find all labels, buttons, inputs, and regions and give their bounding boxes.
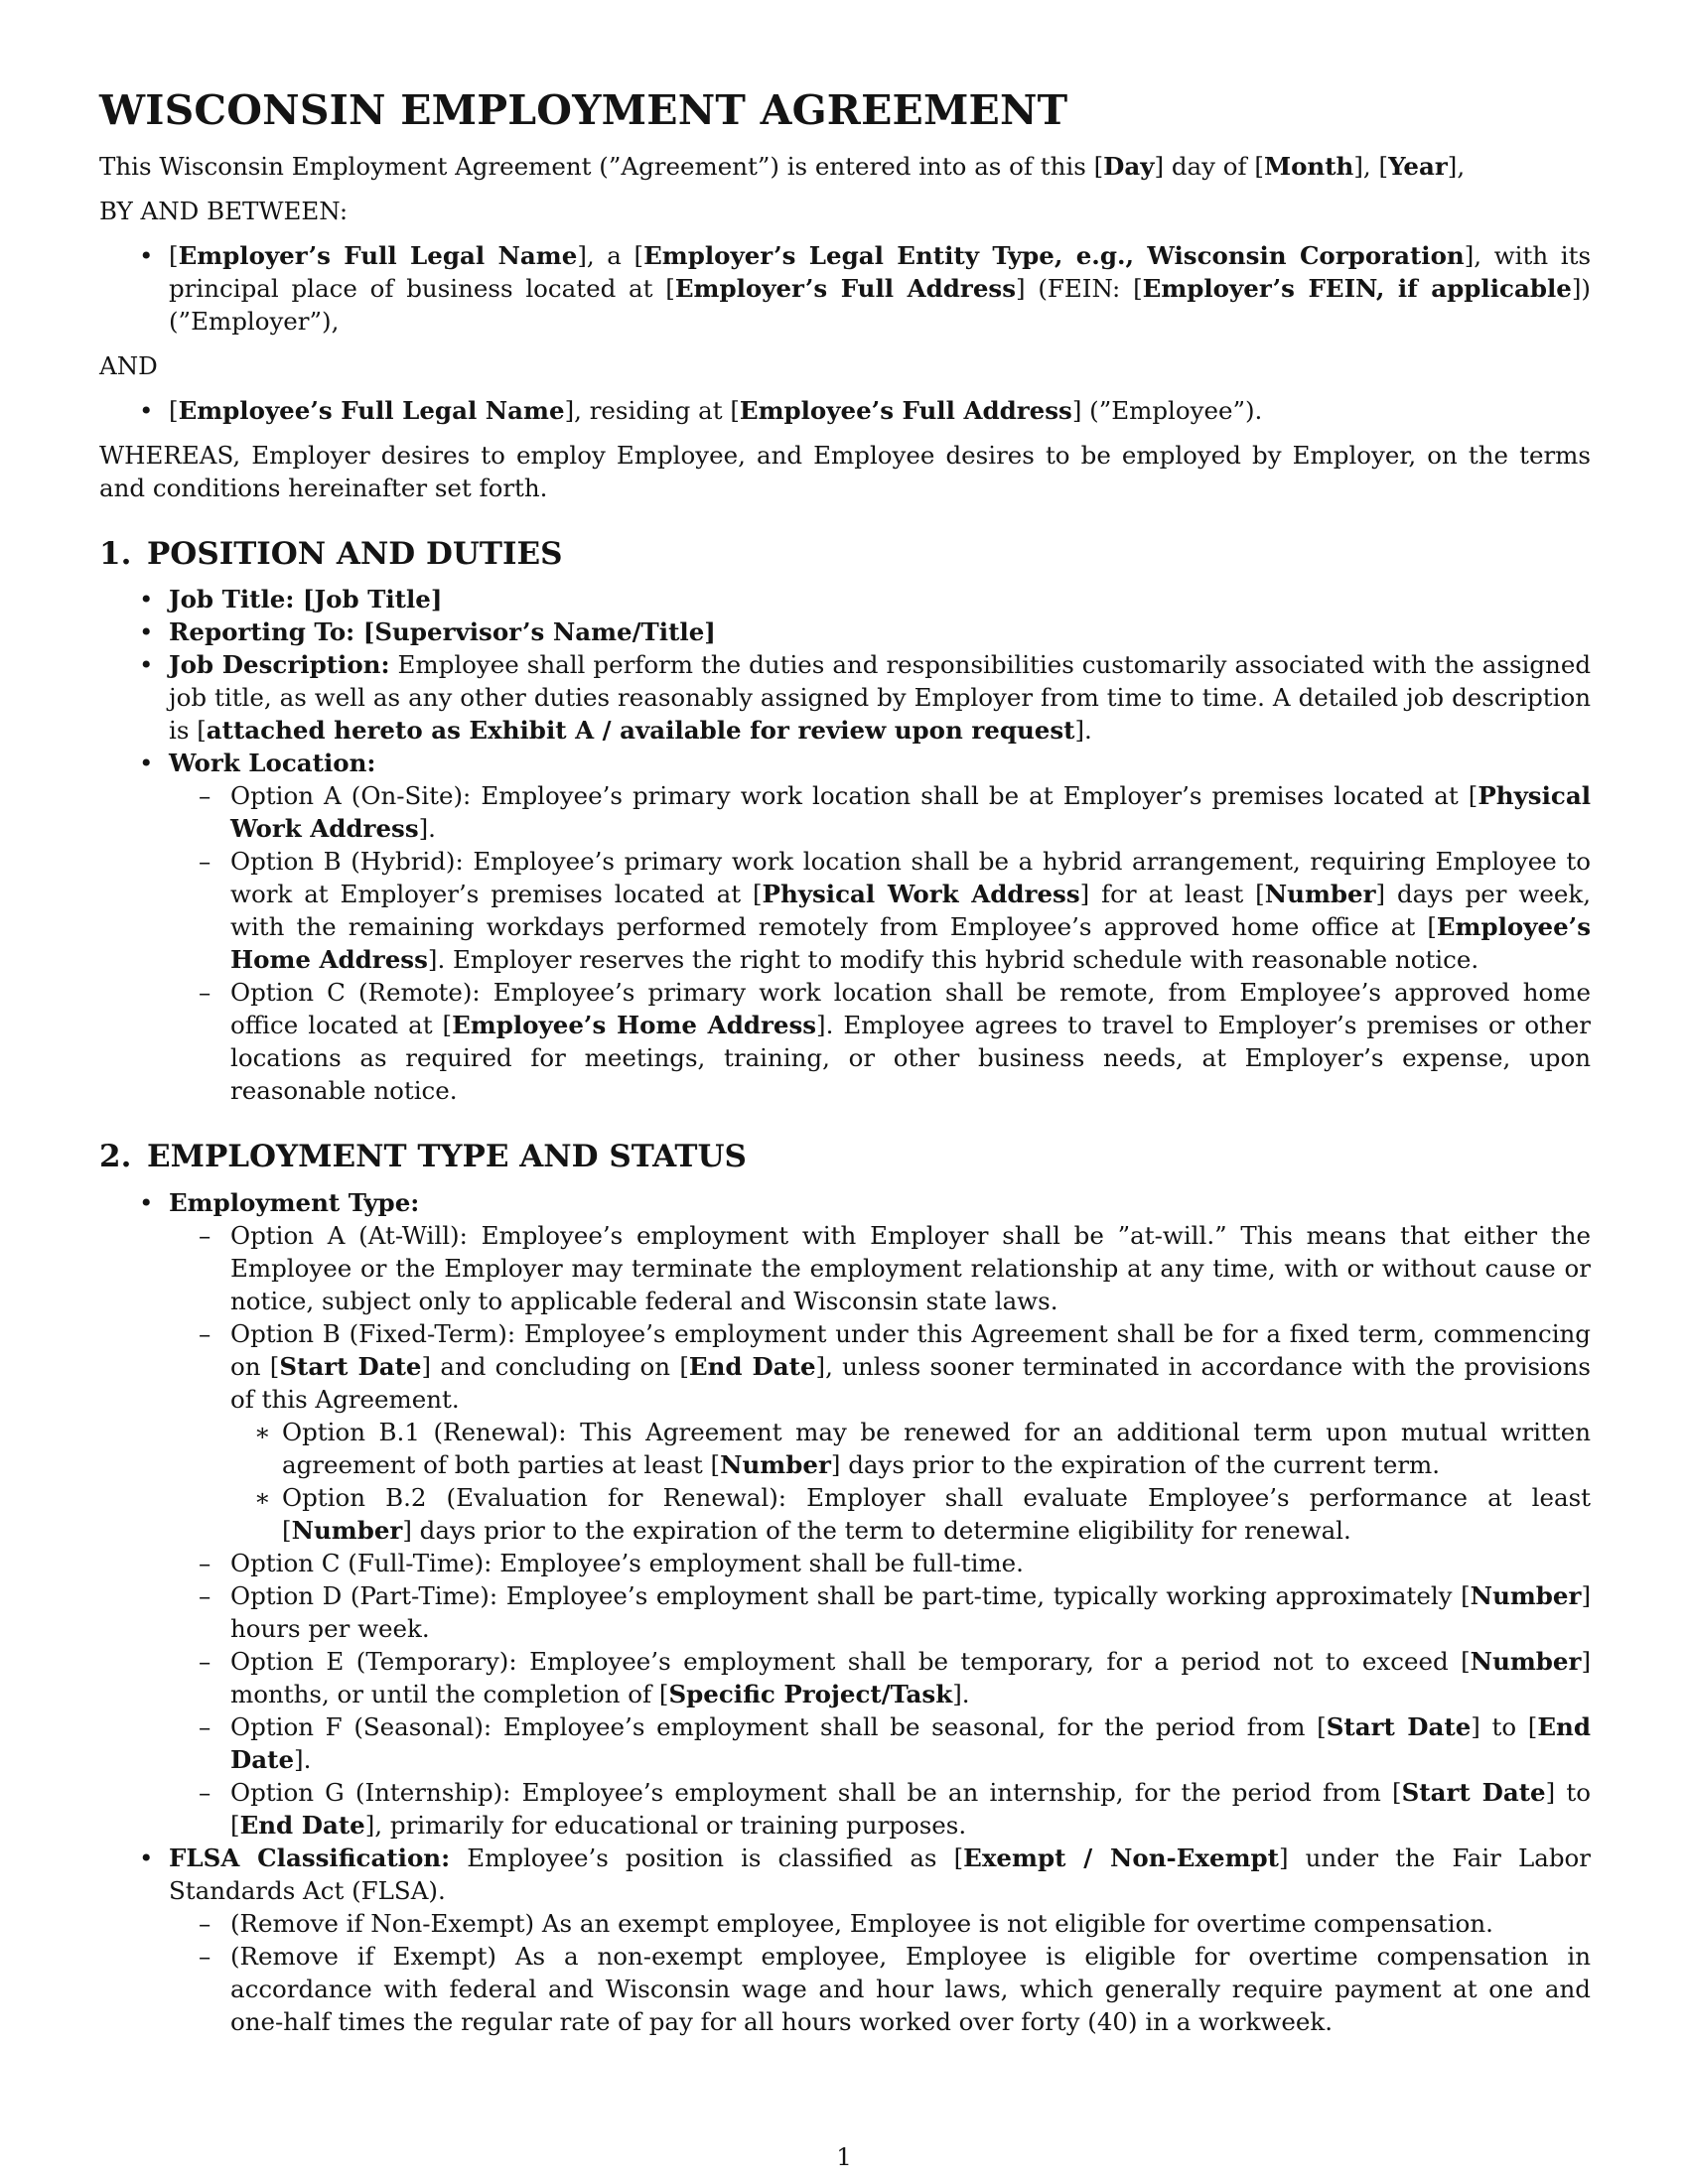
by-and-between: BY AND BETWEEN: [99,197,349,226]
flsa-options [169,1907,1591,2038]
section-1-heading: 1. POSITION AND DUTIES [99,536,563,573]
emp-option-g: – Option G (Internship): Employee’s employment shall be an internship, for the period from [Start Date] to [End Date], primarily for educational or training purposes. [230,1776,1591,1842]
whereas-paragraph: WHEREAS, Employer desires to employ Employee, and Employee desires to be employed by Employer, on the terms and conditions hereinafter set forth. [99,441,1591,503]
employee-name-placeholder: Employee’s Full Legal Name [178,396,565,426]
employer-fein-placeholder: Employer’s FEIN, if applicable [1142,274,1572,304]
section-2-list [99,1186,1591,2038]
employment-type-options [169,1219,1591,1842]
flsa-exempt-clause: – (Remove if Non-Exempt) As an exempt employee, Employee is not eligible for overtime compensation. [230,1907,1591,1940]
employee-party: • [Employee’s Full Legal Name], residing at [Employee’s Full Address] (”Employee”). [169,394,1591,427]
document-page [99,85,1591,2050]
employer-party: • [Employer’s Full Legal Name], a [Employer’s Legal Entity Type, e.g., Wisconsin Corporation], with its principal place of business located at [Employer’s Full Address] (FEIN: [Employer’s FEIN, if applicable]) (”Employer”), [169,239,1591,338]
flsa-nonexempt-clause: – (Remove if Exempt) As a non-exempt employee, Employee is eligible for overtime compensation in accordance with federal and Wisconsin wage and hour laws, which generally require payment at one and one-half times the regular rate of pay for all hours worked over forty (40) in a workweek. [230,1940,1591,2038]
employee-list [99,394,1591,427]
employer-name-placeholder: Employer’s Full Legal Name [178,241,578,271]
emp-option-c: – Option C (Full-Time): Employee’s employment shall be full-time. [230,1547,1591,1579]
emp-option-a: – Option A (At-Will): Employee’s employment with Employer shall be ”at-will.” This means that either the Employee or the Employer may terminate the employment relationship at any time, with or without cause or notice, subject only to applicable federal and Wisconsin state laws. [230,1219,1591,1317]
flsa-classification-item: • FLSA Classification: Employee’s position is classified as [Exempt / Non-Exempt] under the Fair Labor Standards Act (FLSA). – (Remove if Non-Exempt) As an exempt employee, Employee is not eligible for overtime compensation. – (Remove if Exempt) As a non-exempt employee, Employee is eligible for overtime compensation in accordance with federal and Wisconsin wage and hour laws, which generally require payment at one and one-half times the regular rate of pay for all hours worked over forty (40) in a workweek. [169,1842,1591,2038]
employer-address-placeholder: Employer’s Full Address [674,274,1016,304]
employer-entity-placeholder: Employer’s Legal Entity Type, e.g., Wisconsin Corporation [643,241,1465,271]
employee-address-placeholder: Employee’s Full Address [739,396,1072,426]
work-location-options [169,779,1591,1107]
work-option-c: – Option C (Remote): Employee’s primary work location shall be remote, from Employee’s approved home office located at [Employee’s Home Address]. Employee agrees to travel to Employer’s premises or other locations as required for meetings, training, or other business needs, at Employer’s expense, upon reasonable notice. [230,976,1591,1107]
page-number: 1 [836,2142,852,2171]
employer-list [99,239,1591,338]
section-2-heading: 2. EMPLOYMENT TYPE AND STATUS [99,1139,747,1175]
work-option-b: – Option B (Hybrid): Employee’s primary work location shall be a hybrid arrangement, requiring Employee to work at Employer’s premises located at [Physical Work Address] for at least [Number] days per week, with the remaining workdays performed remotely from Employee’s approved home office at [Employee’s Home Address]. Employer reserves the right to modify this hybrid schedule with reasonable notice. [230,845,1591,976]
emp-option-e: – Option E (Temporary): Employee’s employment shall be temporary, for a period not to exceed [Number] months, or until the completion of [Specific Project/Task]. [230,1645,1591,1710]
emp-option-d: – Option D (Part-Time): Employee’s employment shall be part-time, typically working approximately [Number] hours per week. [230,1579,1591,1645]
job-title-item: • Job Title: [Job Title] [169,583,1591,615]
emp-option-b1: ∗ Option B.1 (Renewal): This Agreement may be renewed for an additional term upon mutual written agreement of both parties at least [Number] days prior to the expiration of the current term. [282,1416,1591,1481]
month-placeholder: Month [1263,152,1354,182]
and-text: AND [99,351,158,381]
section-1-list [99,583,1591,1107]
emp-option-b2: ∗ Option B.2 (Evaluation for Renewal): Employer shall evaluate Employee’s performance at least [Number] days prior to the expiration of the term to determine eligibility for renewal. [282,1481,1591,1547]
work-option-a: – Option A (On-Site): Employee’s primary work location shall be at Employer’s premises located at [Physical Work Address]. [230,779,1591,845]
year-placeholder: Year [1388,152,1448,182]
day-placeholder: Day [1103,152,1155,182]
employment-type-item: • Employment Type: – Option A (At-Will): Employee’s employment with Employer shall be ”at-will.” This means that either the Employee or the Employer may terminate the employment relationship at any time, with or without cause or notice, subject only to applicable federal and Wisconsin state laws. – Option B (Fixed-Term): Employee’s employment under this Agreement shall be for a fixed term, commencing on [Start Date] and concluding on [End Date], unless sooner terminated in accordance with the provisions of this Agreement. ∗ Option B.1 (Renewal): This Agreement may be renewed for an additional term upon mutual written agreement of both parties at least [Number] days prior to the expiration of the current term. ∗ Option B.2 (Evaluation for Renewal): Employer shall evaluate Employee’s performance at least [Number] days prior to the expiration of the term to determine eligibility for renewal. – Option C (Full-Time): Employee’s employment shall be full-time. – Option D (Part-Time): Employee’s employment shall be part-time, typically working approximately [Number] hours per week. – Option E (Temporary): Employee’s employment shall be temporary, for a period not to exceed [Number] months, or until the completion of [Specific Project/Task]. – Option F (Seasonal): Employee’s employment shall be seasonal, for the period from [Start Date] to [End Date]. – Option G (Internship): Employee’s employment shall be an internship, for the period from [Start Date] to [End Date], primarily for educational or training purposes. [169,1186,1591,1842]
work-location-item: • Work Location: – Option A (On-Site): Employee’s primary work location shall be at Employer’s premises located at [Physical Work Address]. – Option B (Hybrid): Employee’s primary work location shall be a hybrid arrangement, requiring Employee to work at Employer’s premises located at [Physical Work Address] for at least [Number] days per week, with the remaining workdays performed remotely from Employee’s approved home office at [Employee’s Home Address]. Employer reserves the right to modify this hybrid schedule with reasonable notice. – Option C (Remote): Employee’s primary work location shall be remote, from Employee’s approved home office located at [Employee’s Home Address]. Employee agrees to travel to Employer’s premises or other locations as required for meetings, training, or other business needs, at Employer’s expense, upon reasonable notice. [169,747,1591,1107]
intro-paragraph: This Wisconsin Employment Agreement (”Agreement”) is entered into as of this [Day] day of [Month], [Year], [99,152,1466,182]
fixed-term-suboptions [230,1416,1591,1547]
emp-option-f: – Option F (Seasonal): Employee’s employment shall be seasonal, for the period from [Start Date] to [End Date]. [230,1710,1591,1776]
document-title: WISCONSIN EMPLOYMENT AGREEMENT [99,86,1068,134]
job-description-item: • Job Description: Employee shall perform the duties and responsibilities customarily associated with the assigned job title, as well as any other duties reasonably assigned by Employer from time to time. A detailed job description is [attached hereto as Exhibit A / available for review upon request]. [169,648,1591,747]
emp-option-b: – Option B (Fixed-Term): Employee’s employment under this Agreement shall be for a fixed term, commencing on [Start Date] and concluding on [End Date], unless sooner terminated in accordance with the provisions of this Agreement. ∗ Option B.1 (Renewal): This Agreement may be renewed for an additional term upon mutual written agreement of both parties at least [Number] days prior to the expiration of the current term. ∗ Option B.2 (Evaluation for Renewal): Employer shall evaluate Employee’s performance at least [Number] days prior to the expiration of the term to determine eligibility for renewal. [230,1317,1591,1547]
reporting-to-item: • Reporting To: [Supervisor’s Name/Title] [169,615,1591,648]
